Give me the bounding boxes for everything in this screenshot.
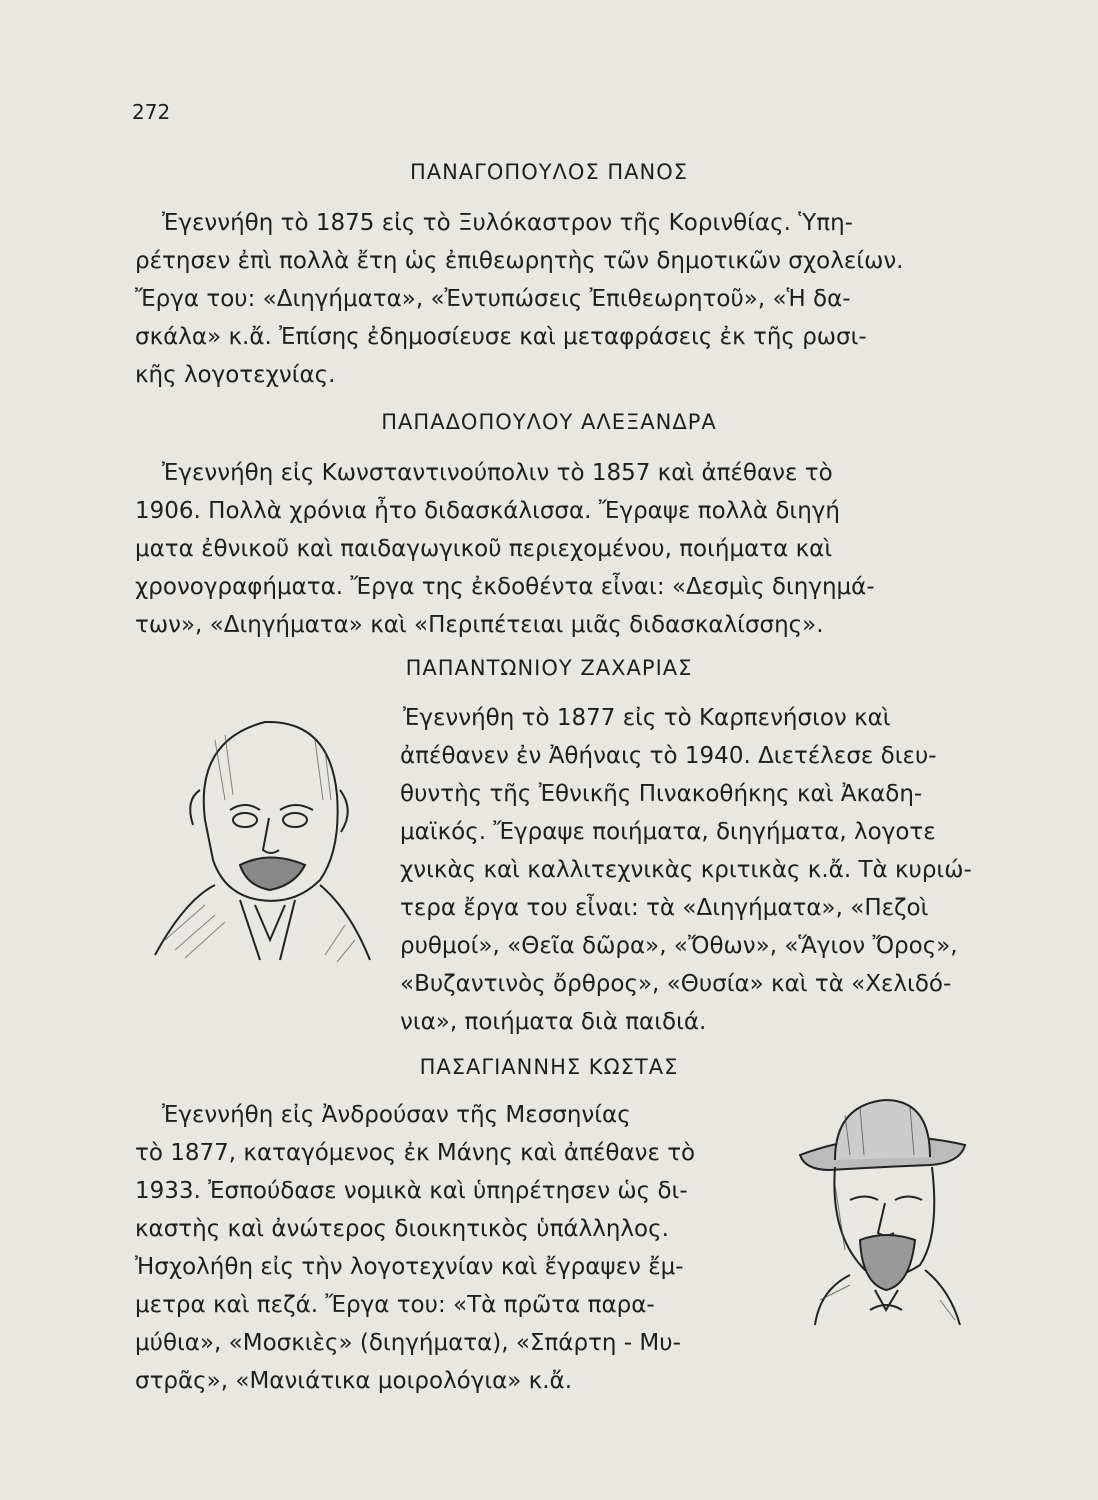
- text-line: ματα ἐθνικοῦ καὶ παιδαγωγικοῦ περιεχομένου, ποιήματα καὶ: [135, 536, 833, 562]
- text-line: Ἔργα του: «Διηγήματα», «Ἐντυπώσεις Ἐπιθεωρητοῦ», «Ἡ δα-: [135, 286, 851, 312]
- text-line: 1933. Ἐσπούδασε νομικὰ καὶ ὑπηρέτησεν ὡς δι-: [135, 1178, 688, 1204]
- text-line: Ἠσχολήθη εἰς τὴν λογοτεχνίαν καὶ ἔγραψεν ἔμ-: [135, 1254, 684, 1280]
- text-line: τερα ἔργα του εἶναι: τὰ «Διηγήματα», «Πεζοὶ: [400, 895, 929, 921]
- text-line: χνικὰς καὶ καλλιτεχνικὰς κριτικὰς κ.ἄ. Τὰ κυριώ-: [400, 857, 972, 883]
- text-line: Ἐγεννήθη εἰς Ἀνδρούσαν τῆς Μεσσηνίας: [162, 1102, 631, 1128]
- entry-heading: ΠΑΣΑΓΙΑΝΝΗΣ ΚΩΣΤΑΣ: [419, 1055, 679, 1079]
- entry-heading: ΠΑΠΑΝΤΩΝΙΟΥ ΖΑΧΑΡΙΑΣ: [405, 656, 693, 680]
- text-line: ρυθμοί», «Θεῖα δῶρα», «Ὄθων», «Ἅγιον Ὄρος»,: [400, 933, 958, 959]
- text-line: 1906. Πολλὰ χρόνια ἦτο διδασκάλισσα. Ἔγραψε πολλὰ διηγή: [135, 498, 840, 524]
- entry-heading: ΠΑΠΑΔΟΠΟΥΛΟΥ ΑΛΕΞΑΝΔΡΑ: [381, 410, 717, 434]
- text-line: «Βυζαντινὸς ὄρθρος», «Θυσία» καὶ τὰ «Χελιδό-: [400, 971, 952, 997]
- page-number: 272: [132, 100, 171, 124]
- text-line: των», «Διηγήματα» καὶ «Περιπέτειαι μιᾶς διδασκαλίσσης».: [135, 612, 824, 638]
- text-line: μετρα καὶ πεζά. Ἔργα του: «Τὰ πρῶτα παρα-: [135, 1292, 655, 1318]
- text-line: ρέτησεν ἐπὶ πολλὰ ἔτη ὡς ἐπιθεωρητὴς τῶν δημοτικῶν σχολείων.: [135, 248, 904, 274]
- text-line: χρονογραφήματα. Ἔργα της ἐκδοθέντα εἶναι: «Δεσμὶς διηγημά-: [135, 574, 875, 600]
- text-line: Ἐγεννήθη τὸ 1877 εἰς τὸ Καρπενήσιον καὶ: [403, 705, 891, 731]
- text-line: καστὴς καὶ ἀνώτερος διοικητικὸς ὑπάλληλος.: [135, 1216, 669, 1242]
- text-line: σκάλα» κ.ἄ. Ἐπίσης ἐδημοσίευσε καὶ μεταφράσεις ἐκ τῆς ρωσι-: [135, 324, 867, 350]
- text-line: Ἐγεννήθη εἰς Κωνσταντινούπολιν τὸ 1857 καὶ ἀπέθανε τὸ: [162, 460, 833, 486]
- entry-heading: ΠΑΝΑΓΟΠΟΥΛΟΣ ΠΑΝΟΣ: [409, 160, 689, 184]
- text-line: ἀπέθανεν ἐν Ἀθήναις τὸ 1940. Διετέλεσε διευ-: [400, 743, 937, 769]
- text-line: κῆς λογοτεχνίας.: [135, 362, 336, 388]
- text-line: τὸ 1877, καταγόμενος ἐκ Μάνης καὶ ἀπέθανε τὸ: [135, 1140, 696, 1166]
- portrait-pasagiannis-illustration: [790, 1085, 970, 1325]
- portrait-papantoniou-illustration: [145, 700, 385, 970]
- text-line: Ἐγεννήθη τὸ 1875 εἰς τὸ Ξυλόκαστρον τῆς Κορινθίας. Ὑπη-: [162, 210, 853, 236]
- text-line: μύθια», «Μοσκιὲς» (διηγήματα), «Σπάρτη - Μυ-: [135, 1330, 681, 1356]
- text-line: στρᾶς», «Μανιάτικα μοιρολόγια» κ.ἄ.: [135, 1368, 573, 1394]
- text-line: νια», ποιήματα διὰ παιδιά.: [400, 1009, 707, 1035]
- text-line: θυντὴς τῆς Ἐθνικῆς Πινακοθήκης καὶ Ἀκαδη-: [400, 781, 923, 807]
- text-line: μαϊκός. Ἔγραψε ποιήματα, διηγήματα, λογοτε: [400, 819, 936, 845]
